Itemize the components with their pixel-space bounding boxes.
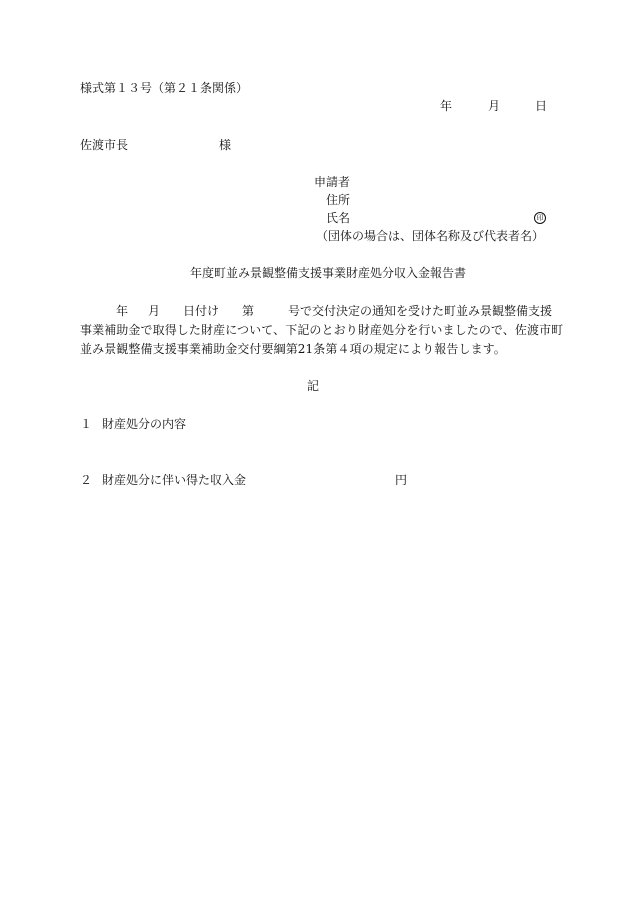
date-month: 月 (488, 99, 501, 113)
form-number: 様式第１３号（第２１条関係） (80, 81, 249, 95)
item-2-value: 円 (395, 473, 408, 487)
body-year: 年 (116, 304, 129, 318)
applicant-heading: 申請者 (314, 175, 351, 189)
item-2-number: ２ (80, 473, 93, 487)
body-line1-rest: 号で交付決定の通知を受けた町並み景観整備支援 (288, 304, 553, 318)
addressee-name: 佐渡市長 (80, 138, 129, 152)
item-1-number: １ (80, 417, 93, 431)
item-2-label: 財産処分に伴い得た収入金 (102, 473, 247, 487)
applicant-address-label: 住所 (326, 193, 351, 207)
date-day: 日 (535, 99, 548, 113)
body-month: 月 (148, 304, 161, 318)
applicant-note: （団体の場合は、団体名称及び代表者名） (316, 229, 545, 243)
addressee-honorific: 様 (219, 138, 232, 152)
body-day: 日付け (183, 304, 220, 318)
ki-heading: 記 (307, 379, 320, 393)
body-line-3: 並み景観整備支援事業補助金交付要綱第21条第４項の規定により報告します。 (80, 342, 506, 356)
body-number-prefix: 第 (242, 304, 255, 318)
applicant-name-label: 氏名 (326, 211, 351, 225)
date-year: 年 (440, 99, 453, 113)
item-1-label: 財産処分の内容 (102, 417, 187, 431)
body-line-2: 事業補助金で取得した財産について、下記のとおり財産処分を行いましたので、佐渡市町 (80, 323, 564, 337)
document-title: 年度町並み景観整備支援事業財産処分収入金報告書 (190, 266, 467, 280)
seal-mark: 印 (534, 212, 546, 224)
